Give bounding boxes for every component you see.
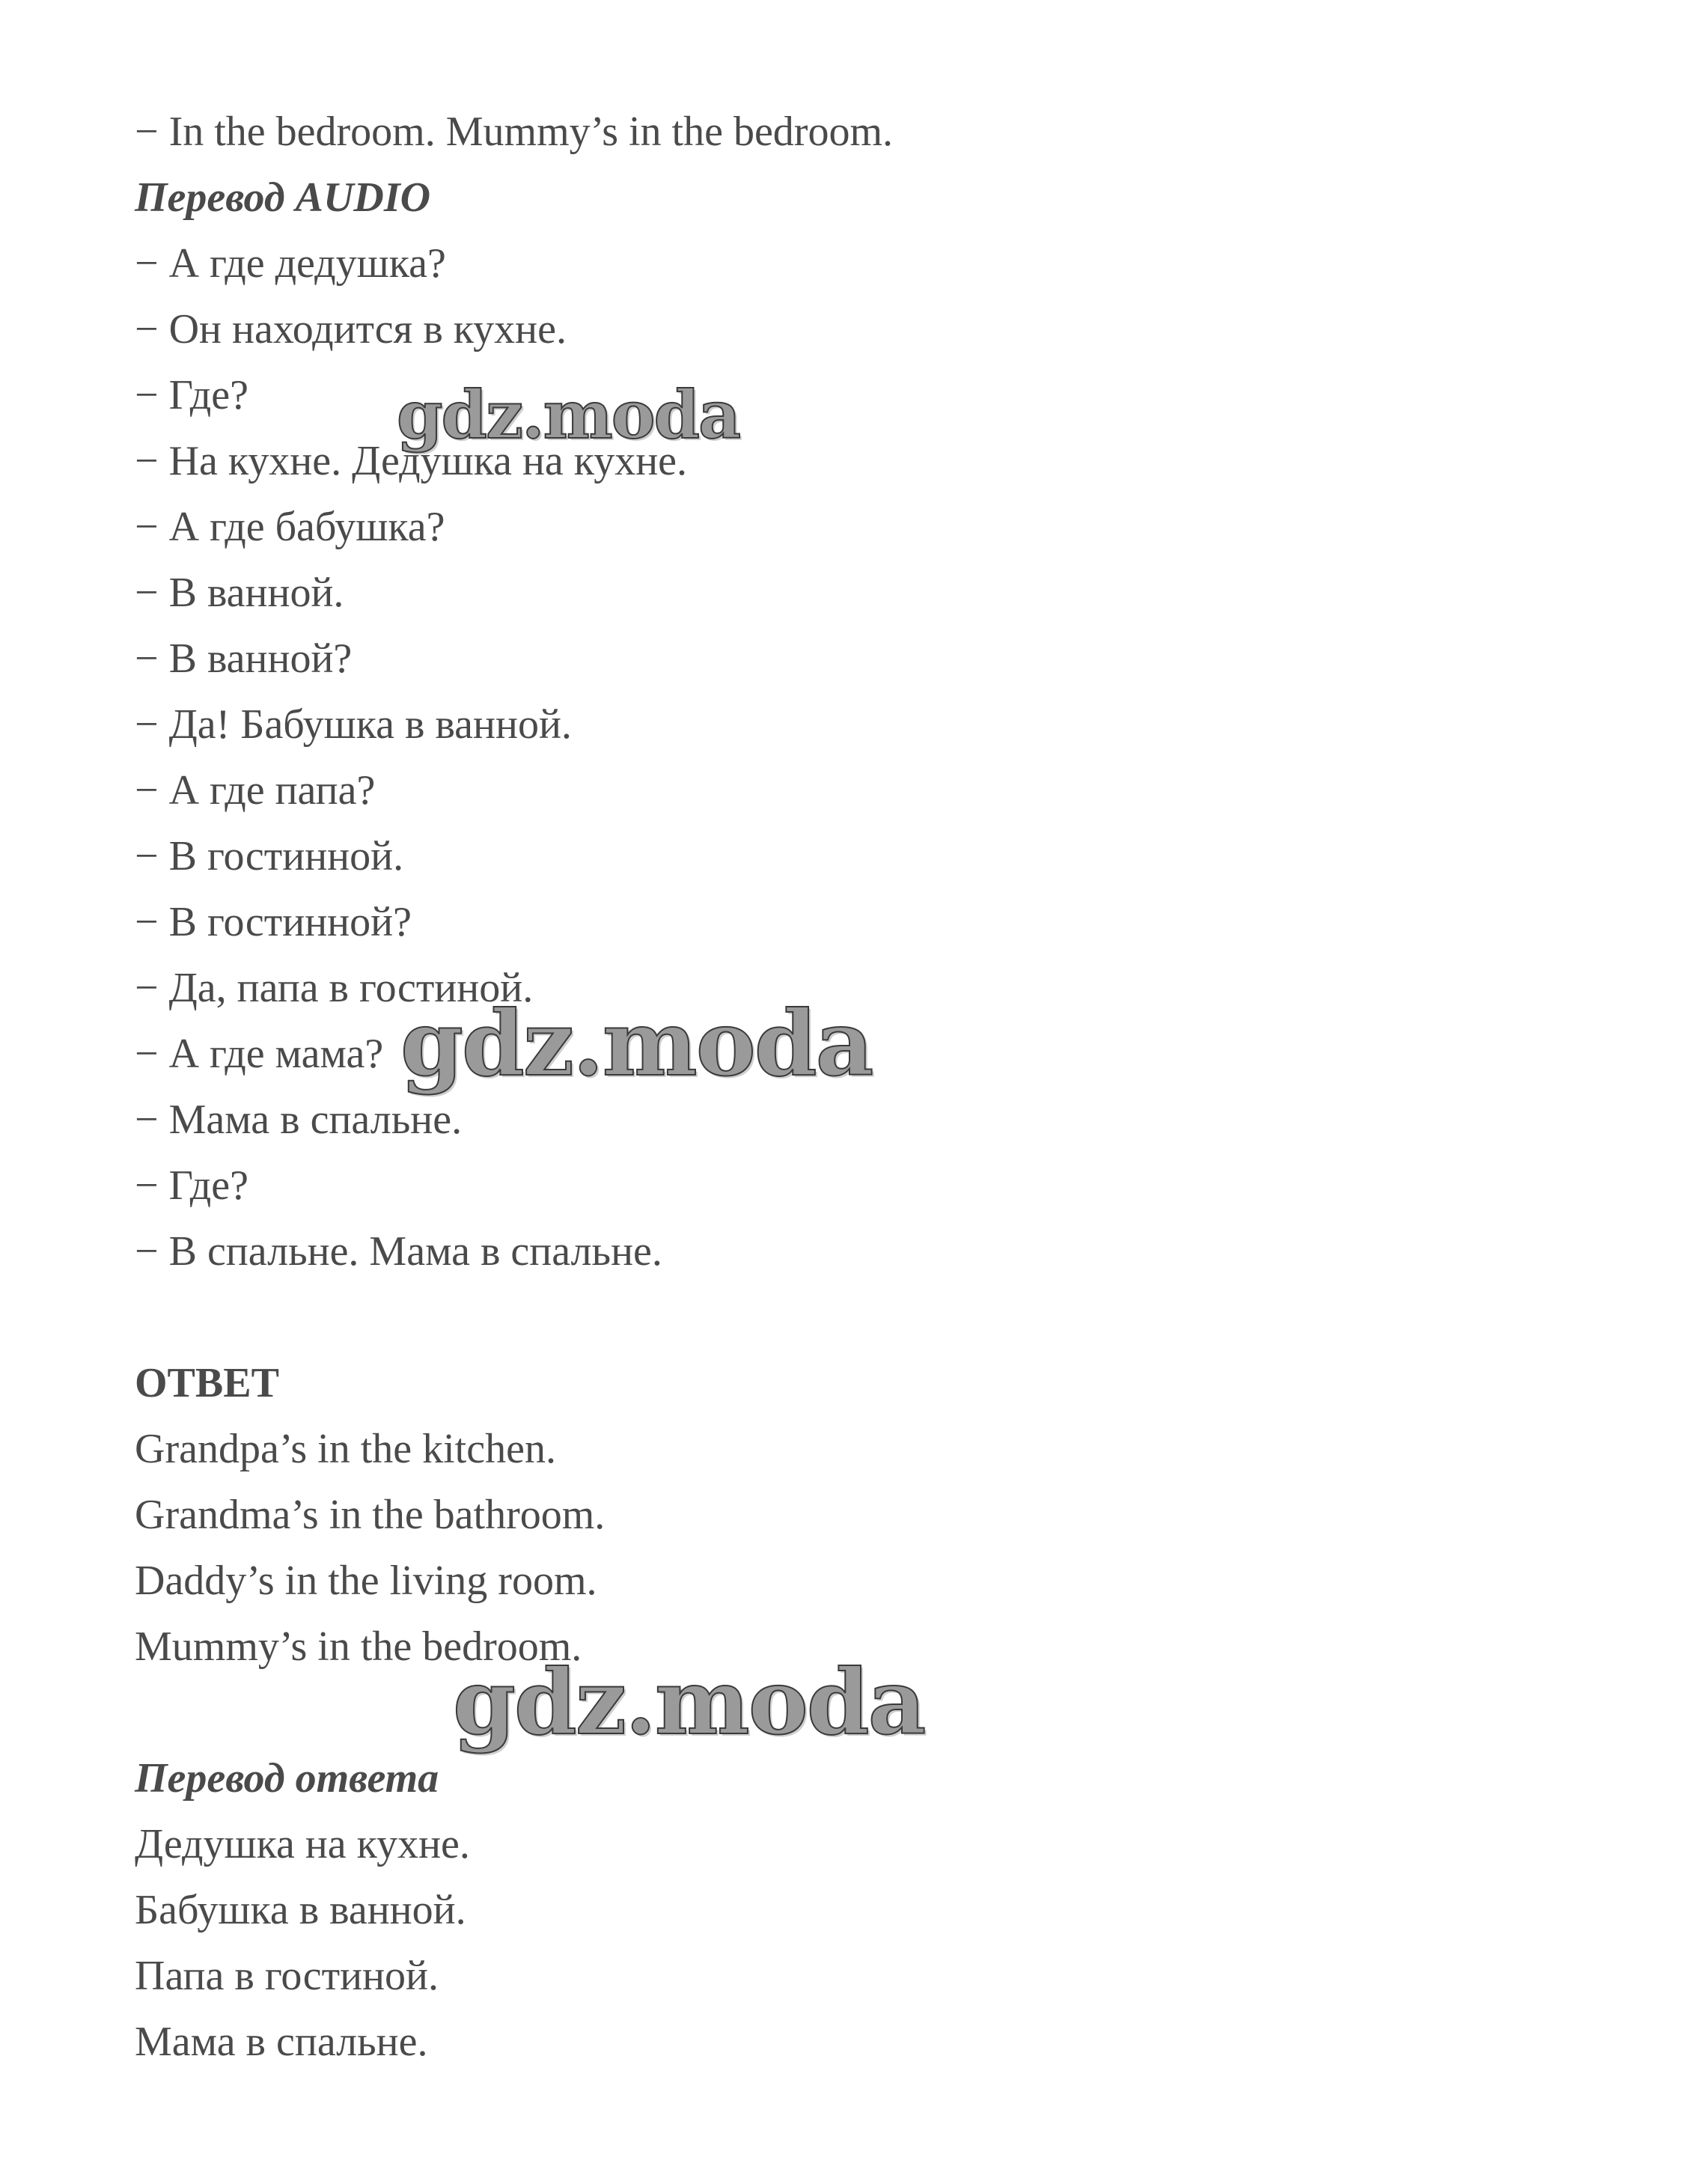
- audio-line: − А где дедушка?: [135, 242, 446, 284]
- watermark: gdz.moda: [453, 1650, 925, 1755]
- dialogue-line-en: − In the bedroom. Mummy’s in the bedroom.: [135, 111, 893, 153]
- audio-line: − В ванной?: [135, 638, 352, 680]
- audio-line: − В гостинной.: [135, 835, 403, 877]
- audio-line: − А где бабушка?: [135, 506, 445, 548]
- answer-line: Grandma’s in the bathroom.: [135, 1492, 606, 1538]
- audio-translation-heading: Перевод AUDIO: [135, 174, 431, 221]
- watermark: gdz.moda: [400, 991, 873, 1096]
- answer-heading: ОТВЕТ: [135, 1360, 279, 1406]
- audio-line: − В спальне. Мама в спальне.: [135, 1230, 662, 1272]
- answer-translation-line: Мама в спальне.: [135, 2019, 428, 2065]
- audio-line: − А где папа?: [135, 769, 375, 811]
- answer-line: Daddy’s in the living room.: [135, 1558, 597, 1604]
- audio-line: − Да! Бабушка в ванной.: [135, 704, 572, 745]
- answer-line: Grandpa’s in the kitchen.: [135, 1426, 556, 1472]
- audio-line: − В гостинной?: [135, 901, 412, 943]
- answer-translation-line: Бабушка в ванной.: [135, 1887, 466, 1933]
- audio-line: − Где?: [135, 1165, 248, 1207]
- audio-line: − В ванной.: [135, 572, 344, 614]
- answer-translation-line: Папа в гостиной.: [135, 1953, 439, 1999]
- audio-line: − А где мама?: [135, 1033, 383, 1075]
- answer-translation-heading: Перевод ответа: [135, 1755, 439, 1802]
- audio-line: − На кухне. Дедушка на кухне.: [135, 440, 687, 482]
- answer-line: Mummy’s in the bedroom.: [135, 1623, 582, 1670]
- answer-translation-line: Дедушка на кухне.: [135, 1821, 470, 1867]
- audio-line: − Да, папа в гостиной.: [135, 967, 533, 1009]
- audio-line: − Он находится в кухне.: [135, 308, 567, 350]
- watermark: gdz.moda: [397, 376, 740, 454]
- audio-line: − Мама в спальне.: [135, 1099, 462, 1141]
- audio-line: − Где?: [135, 374, 248, 416]
